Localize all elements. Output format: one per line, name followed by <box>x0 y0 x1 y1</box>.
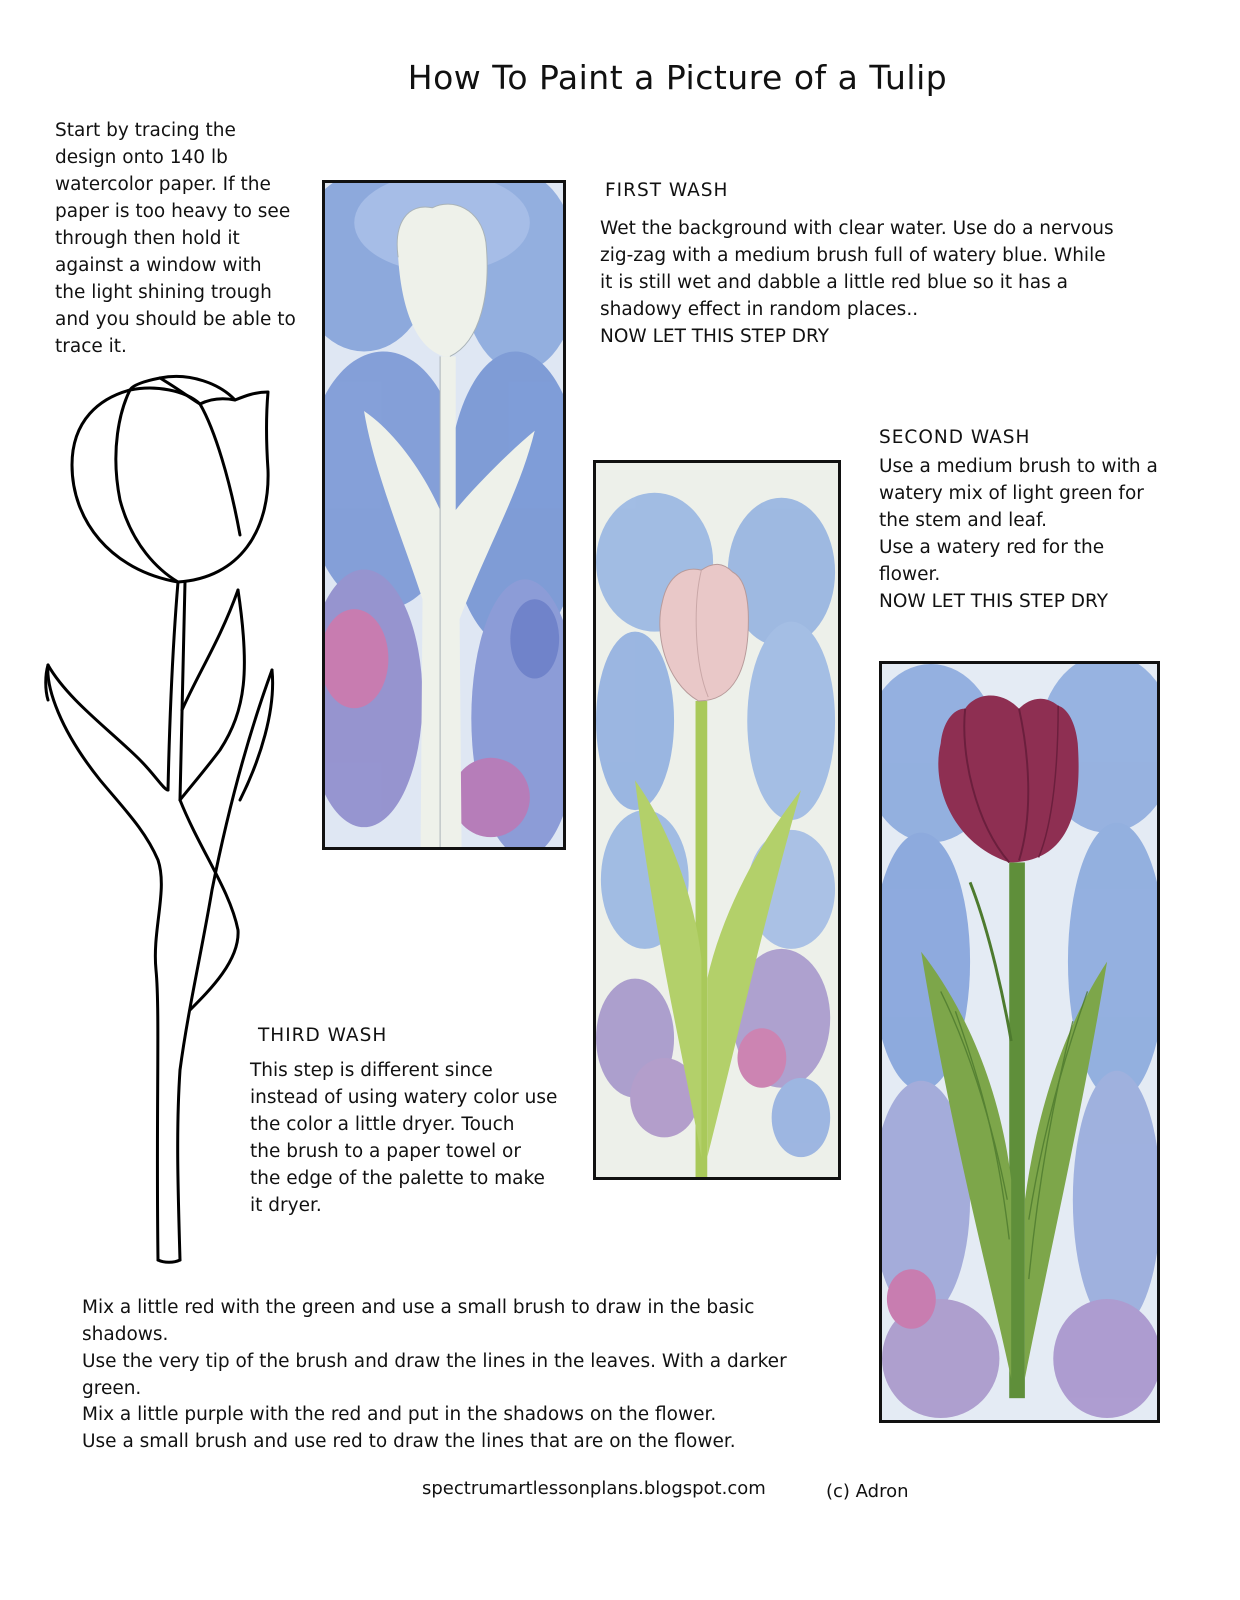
second-wash-heading: SECOND WASH <box>879 427 1031 448</box>
third-wash-painting <box>879 661 1160 1423</box>
tulip-outline-drawing <box>40 370 280 1275</box>
intro-text: Start by tracing the design onto 140 lb watercolor paper. If the paper is too heavy to see through then hold it against a window with the light shining trough and you should be able to trace it. <box>55 120 296 357</box>
footer-site: spectrumartlessonplans.blogspot.com <box>422 1478 766 1499</box>
first-wash-painting <box>322 180 566 850</box>
footer-credit: (c) Adron <box>826 1481 909 1502</box>
shadow-instructions: Mix a little red with the green and use a small brush to draw in the basic shadows. Use the very tip of the brush and draw the lines in the leaves. With a darker green. <box>82 1297 787 1399</box>
third-wash-text: This step is different since instead of using watery color use the color a little dryer. Touch the brush to a paper towel or the edge of the palette to make it dryer. <box>250 1060 558 1216</box>
third-wash-heading: THIRD WASH <box>258 1025 388 1046</box>
first-wash-heading: FIRST WASH <box>605 180 729 201</box>
flower-instructions: Mix a little purple with the red and put in the shadows on the flower. Use a small brush and use red to draw the lines that are on the flower. <box>82 1404 736 1452</box>
page-title: How To Paint a Picture of a Tulip <box>407 58 948 97</box>
first-wash-text: Wet the background with clear water. Use do a nervous zig-zag with a medium brush full of watery blue. While it is still wet and dabble a little red blue so it has a shadowy effect in random places.. NOW LET THIS STEP DRY <box>600 218 1114 347</box>
second-wash-text: Use a medium brush to with a watery mix of light green for the stem and leaf. Use a watery red for the flower. NOW LET THIS STEP DRY <box>879 456 1158 612</box>
second-wash-painting <box>593 460 841 1180</box>
